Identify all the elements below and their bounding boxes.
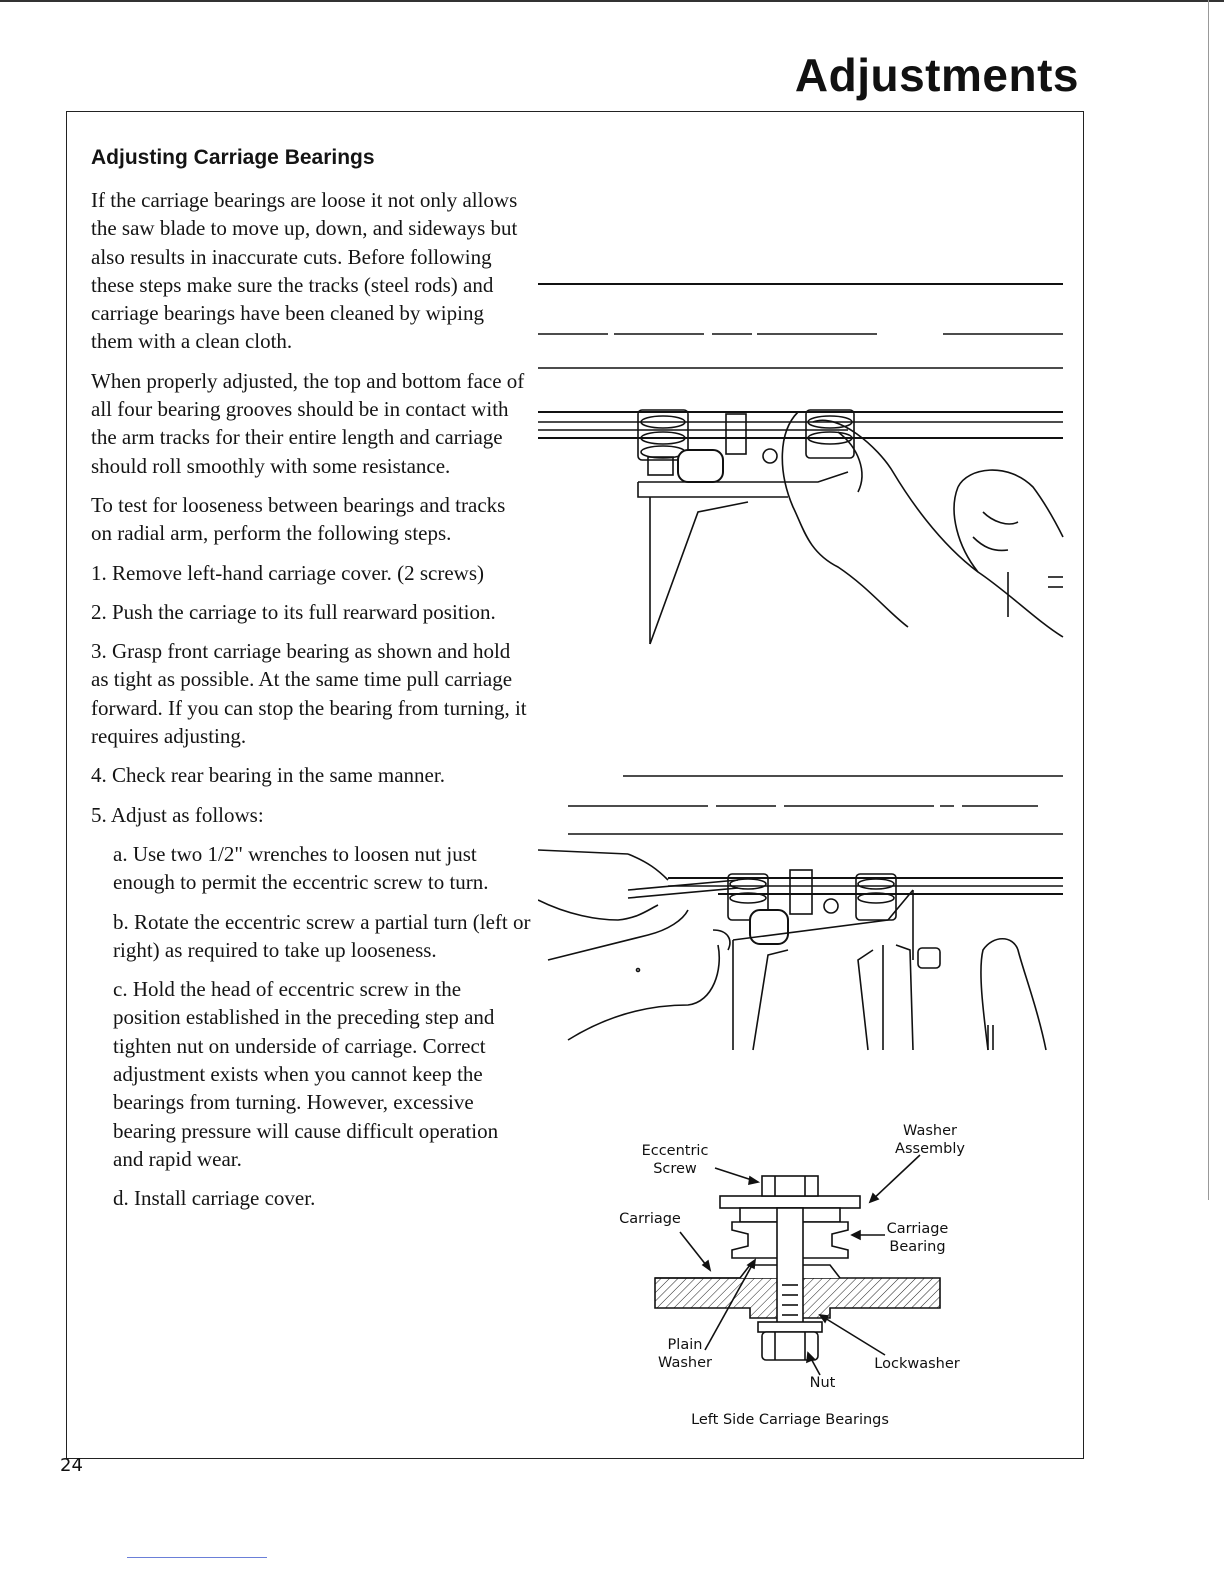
step-item: 5. Adjust as follows: xyxy=(91,802,264,827)
step-item: 3. Grasp front carriage bearing as shown and hold as tight as possible. At the same time pull carriage forward. If you can stop the bearing from turning, it requires adjusting. xyxy=(91,639,527,749)
footer-mark xyxy=(127,1557,267,1558)
step-item: 1. Remove left-hand carriage cover. (2 screws) xyxy=(91,560,484,585)
intro-paragraph: If the carriage bearings are loose it not only allows the saw blade to move up, down, and sideways but also results in inaccurate cuts. Before following these steps make sure the tracks (steel rods) and carriage bearings have been cleaned by wiping them with a clean cloth. xyxy=(91,188,518,354)
top-rule xyxy=(0,0,1224,2)
test-paragraph: To test for looseness between bearings and tracks on radial arm, perform the following steps. xyxy=(91,492,506,546)
instructions-column xyxy=(91,143,531,1224)
label-nut: Nut xyxy=(809,1375,836,1391)
figure-wrench-adjustment xyxy=(538,770,1068,1055)
label-eccentric-screw: Eccentric Screw xyxy=(641,1143,709,1177)
adjustment-paragraph: When properly adjusted, the top and bottom face of all four bearing grooves should be in contact with the arm tracks for their entire length and carriage should roll smoothly with some resistance. xyxy=(91,368,525,478)
label-lockwasher: Lockwasher xyxy=(874,1356,960,1372)
label-plain-washer: Plain Washer xyxy=(658,1337,712,1371)
label-washer-assembly: Washer Assembly xyxy=(895,1123,965,1157)
figure-caption: Left Side Carriage Bearings xyxy=(691,1412,889,1428)
substep-item: a. Use two 1/2" wrenches to loosen nut just enough to permit the eccentric screw to turn. xyxy=(113,841,489,895)
page-number: 24 xyxy=(60,1455,83,1476)
section-heading: Adjusting Carriage Bearings xyxy=(91,146,375,169)
page-edge xyxy=(1208,0,1209,1200)
label-carriage-bearing: Carriage Bearing xyxy=(886,1221,949,1255)
figure-bearing-cross-section xyxy=(600,1110,1020,1440)
substep-item: c. Hold the head of eccentric screw in the position established in the preceding step and tighten nut on underside of carriage. Correct adjustment exists when you cannot keep the bearings from turning. However, excessive bearing pressure will cause difficult operation and rapid wear. xyxy=(113,977,499,1171)
label-carriage: Carriage xyxy=(619,1211,681,1227)
substep-item: b. Rotate the eccentric screw a partial turn (left or right) as required to take up looseness. xyxy=(113,909,531,962)
page-title: Adjustments xyxy=(794,49,1079,101)
substep-item: d. Install carriage cover. xyxy=(113,1186,316,1211)
figure-hand-grasping-bearing xyxy=(538,272,1068,662)
step-item: 4. Check rear bearing in the same manner. xyxy=(91,763,445,788)
step-item: 2. Push the carriage to its full rearward position. xyxy=(91,599,496,624)
